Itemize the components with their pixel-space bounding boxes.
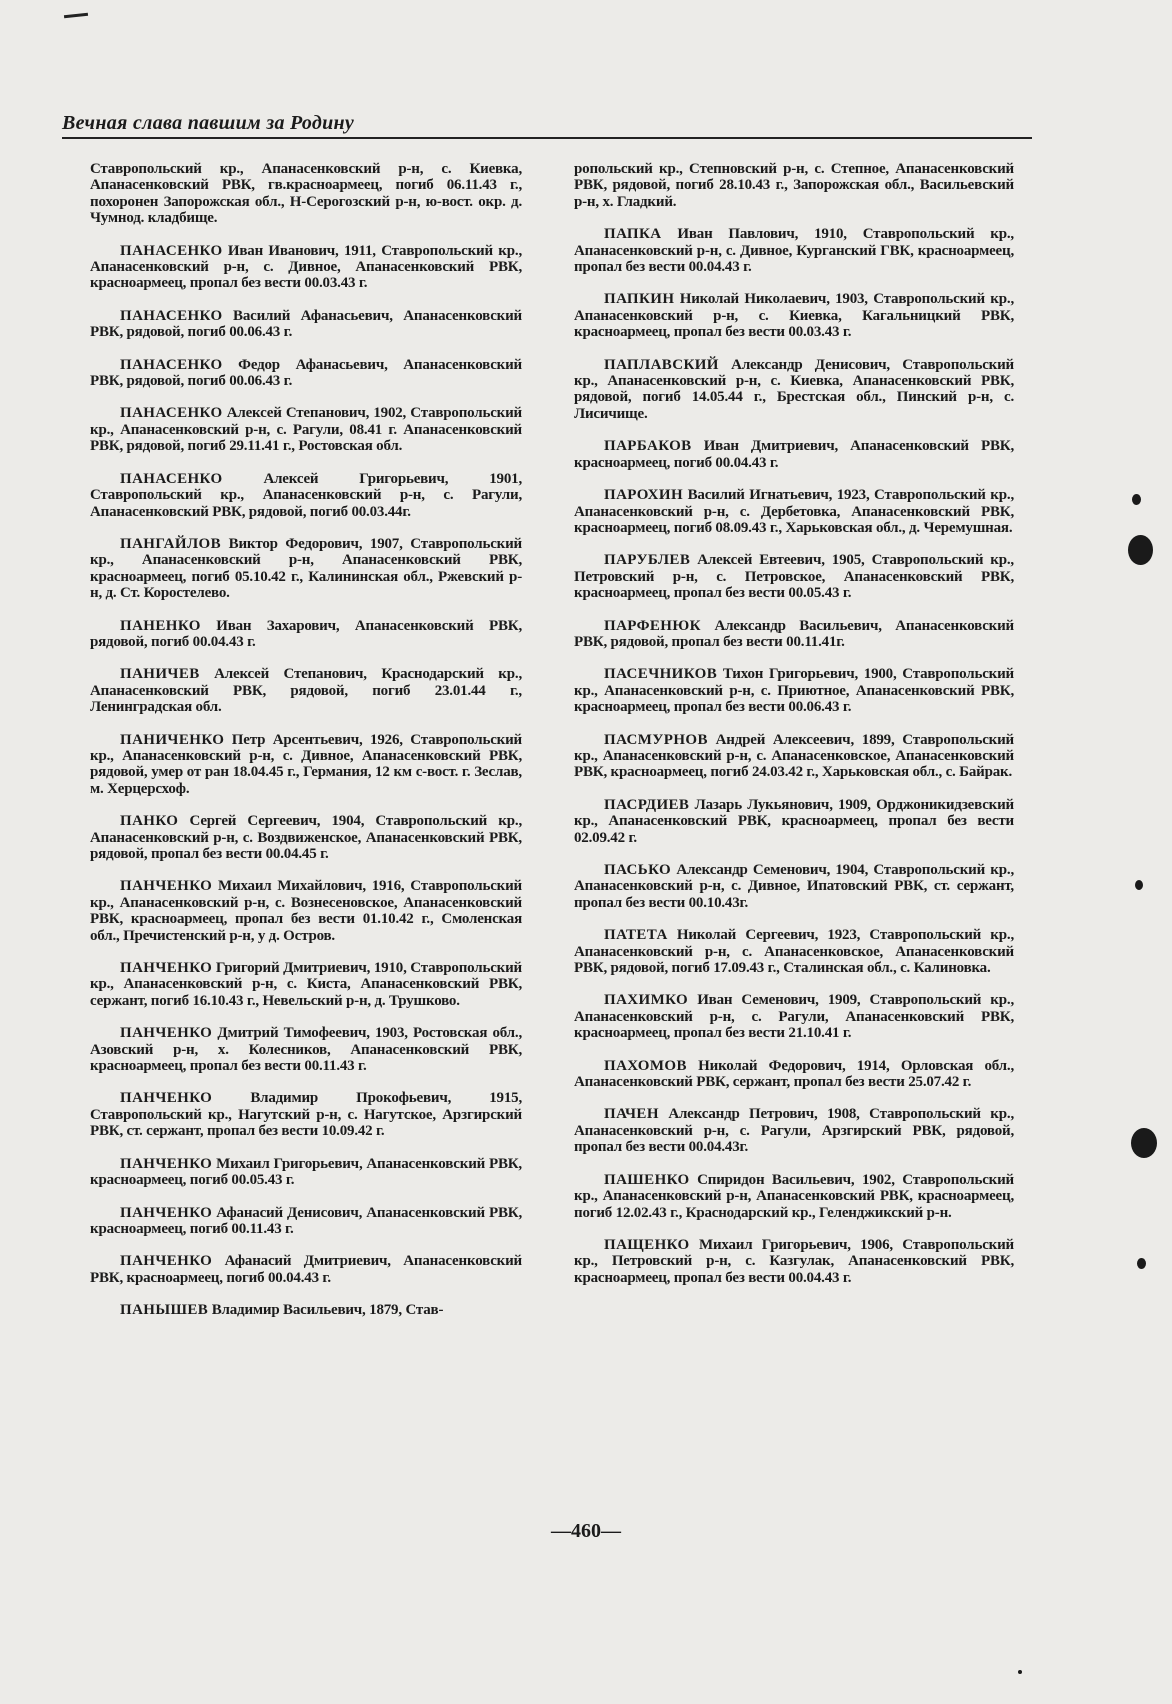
record-entry (574, 666, 1014, 715)
record-details: Владимир Васильевич, 1879, Став- (208, 1302, 444, 1319)
record-details: Иван Захарович, Апанасенковский РВК, рядовой, погиб 00.04.43 г. (90, 617, 522, 650)
record-details: Андрей Алексеевич, 1899, Ставропольский кр., Апанасенковский р-н, с. Апанасенковское, Апанасенковский РВК, красноармеец, погиб 24.03.42 г., Харьковская обл., с. Байрак. (574, 731, 1014, 781)
running-header (62, 112, 1032, 139)
record-details: Александр Петрович, 1908, Ставропольский кр., Апанасенковский р-н, с. Рагули, Арзгирский РВК, рядовой, пропал без вести 00.04.43г. (574, 1106, 1014, 1156)
record-entry (574, 1172, 1014, 1221)
record-details: Федор Афанасьевич, Апанасенковский РВК, рядовой, погиб 00.06.43 г. (90, 356, 522, 390)
record-details: Ставропольский кр., Апанасенковский р-н, с. Киевка, Апанасенковский РВК, гв.красноармеец, погиб 06.11.43 г., похоронен Запорожская обл., Н-Серогозский р-н, ю-вост. окр. д. Чумнод. кладбище. (90, 161, 522, 227)
record-entry (90, 536, 522, 602)
record-surname: ПАНЧЕНКО (120, 960, 213, 977)
record-surname: ПАНЧЕНКО (120, 1204, 213, 1221)
record-surname: ПАНАСЕНКО (120, 356, 223, 373)
record-details: Афанасий Денисович, Апанасенковский РВК, красноармеец, погиб 00.11.43 г. (90, 1204, 522, 1237)
record-details: Григорий Дмитриевич, 1910, Ставропольский кр., Апанасенковский р-н, с. Киста, Апанасенковский РВК, сержант, погиб 16.10.43 г., Невельский р-н, д. Трушково. (90, 960, 522, 1009)
record-details: Спиридон Васильевич, 1902, Ставропольский кр., Апанасенковский р-н, Апанасенковский РВК, красноармеец, погиб 12.02.43 г., Краснодарский кр., Геленджикский р-н. (574, 1171, 1014, 1221)
record-surname: ПАСЕЧНИКОВ (604, 666, 718, 683)
record-details: Александр Семенович, 1904, Ставропольский кр., Апанасенковский р-н, с. Дивное, Ипатовский РВК, ст. сержант, пропал без вести 00.10.43г. (574, 862, 1014, 911)
record-details: Иван Павлович, 1910, Ставропольский кр., Апанасенковский р-н, с. Дивное, Курганский ГВК, красноармеец, пропал без вести 00.04.43 г. (574, 226, 1014, 276)
record-entry (90, 1302, 522, 1318)
record-surname: ПАТЕТА (604, 927, 668, 944)
record-surname: ПАЩЕНКО (604, 1236, 690, 1253)
record-details: Михаил Григорьевич, 1906, Ставропольский кр., Петровский р-н, с. Казгулак, Апанасенковский РВК, красноармеец, пропал без вести 00.04.43 г. (574, 1236, 1014, 1286)
record-entry (574, 797, 1014, 846)
record-details: Лазарь Лукьянович, 1909, Орджоникидзевский кр., Апанасенковский РВК, красноармеец, пропал без вести 02.09.42 г. (574, 796, 1014, 846)
record-surname: ПАСЬКО (604, 862, 672, 878)
scan-mark (64, 13, 88, 18)
record-details: Александр Денисович, Ставропольский кр., Апанасенковский р-н, с. Киевка, Апанасенковский РВК, рядовой, погиб 14.05.44 г., Брестская обл., Пинский р-н, с. Лисичище. (574, 356, 1014, 422)
punch-hole (1135, 880, 1143, 890)
record-surname: ПАНЧЕНКО (120, 1253, 213, 1270)
record-entry (90, 471, 522, 520)
record-details: Иван Дмитриевич, Апанасенковский РВК, красноармеец, погиб 00.04.43 г. (574, 438, 1014, 471)
record-details: Иван Семенович, 1909, Ставропольский кр., Апанасенковский р-н, с. Рагули, Апанасенковский РВК, красноармеец, пропал без вести 21.10.41 г. (574, 992, 1014, 1042)
record-entry (574, 992, 1014, 1041)
record-entry (574, 438, 1014, 471)
record-entry (574, 927, 1014, 976)
punch-hole (1132, 494, 1141, 505)
record-surname: ПАРУБЛЕВ (604, 552, 691, 569)
punch-hole (1131, 1128, 1157, 1158)
record-details: Алексей Степанович, Краснодарский кр., Апанасенковский РВК, рядовой, погиб 23.01.44 г., Ленинградская обл. (90, 666, 522, 716)
record-entry (574, 487, 1014, 536)
record-entry (90, 666, 522, 715)
record-entry (574, 226, 1014, 275)
record-details: Петр Арсентьевич, 1926, Ставропольский кр., Апанасенковский р-н, с. Дивное, Апанасенковский РВК, рядовой, умер от ран 18.04.45 г., Германия, 12 км с-вост. г. Зеслав, м. Херцерсхоф. (90, 731, 522, 797)
record-entry (90, 1025, 522, 1074)
record-entry (574, 552, 1014, 601)
record-details: Михаил Михайлович, 1916, Ставропольский кр., Апанасенковский р-н, с. Вознесеновское, Апанасенковский РВК, красноармеец, пропал без вести 01.10.42 г., Смоленская обл., Пречистенский р-н, у д. Остров. (90, 878, 522, 944)
record-details: Владимир Прокофьевич, 1915, Ставропольский кр., Нагутский р-н, с. Нагутское, Арзгирский РВК, ст. сержант, пропал без вести 10.09.42 г. (90, 1090, 522, 1140)
record-entry (90, 878, 522, 944)
record-details: Сергей Сергеевич, 1904, Ставропольский кр., Апанасенковский р-н, с. Воздвиженское, Апанасенковский РВК, рядовой, пропал без вести 00.04.45 г. (90, 813, 522, 862)
record-entry (574, 862, 1014, 911)
header-title: Вечная слава павшим за Родину (62, 112, 355, 134)
record-details: Иван Иванович, 1911, Ставропольский кр., Апанасенковский р-н, с. Дивное, Апанасенковский РВК, красноармеец, пропал без вести 00.03.43 г. (90, 242, 522, 292)
record-surname: ПАПЛАВСКИЙ (604, 356, 719, 373)
record-details: Николай Сергеевич, 1923, Ставропольский кр., Апанасенковский р-н, с. Апанасенковское, Апанасенковский РВК, рядовой, погиб 17.09.43 г., Сталинская обл., с. Калиновка. (574, 927, 1014, 977)
record-surname: ПАНЧЕНКО (120, 878, 213, 895)
record-entry (90, 960, 522, 1009)
record-entry (574, 732, 1014, 781)
record-surname: ПАНГАЙЛОВ (120, 535, 222, 552)
record-surname: ПАНАСЕНКО (120, 307, 223, 324)
record-details: Алексей Евтеевич, 1905, Ставропольский кр., Петровский р-н, с. Петровское, Апанасенковский РВК, красноармеец, пропал без вести 00.05.43 г. (574, 552, 1014, 602)
record-surname: ПАЧЕН (604, 1106, 659, 1123)
record-entry (90, 732, 522, 798)
record-surname: ПАСРДИЕВ (604, 796, 690, 813)
record-surname: ПАРФЕНЮК (604, 617, 701, 634)
record-surname: ПАНЕНКО (120, 617, 201, 634)
record-entry (574, 1106, 1014, 1155)
record-entry (90, 813, 522, 862)
record-entry (90, 618, 522, 651)
record-entry (90, 243, 522, 292)
record-entry (90, 1156, 522, 1189)
punch-hole (1128, 535, 1153, 565)
record-entry (90, 1205, 522, 1238)
record-details: Василий Афанасьевич, Апанасенковский РВК, рядовой, погиб 00.06.43 г. (90, 307, 522, 341)
record-entry (90, 1090, 522, 1139)
record-entry (574, 1058, 1014, 1091)
right-column (574, 161, 1014, 1302)
record-details: ропольский кр., Степновский р-н, с. Степное, Апанасенковский РВК, рядовой, погиб 28.10.43 г., Запорожская обл., Васильевский р-н, х. Гладкий. (574, 161, 1014, 210)
record-surname: ПАШЕНКО (604, 1171, 690, 1188)
record-details: Николай Федорович, 1914, Орловская обл., Апанасенковский РВК, сержант, пропал без вести 25.07.42 г. (574, 1057, 1014, 1091)
punch-hole (1018, 1670, 1022, 1674)
record-details: Дмитрий Тимофеевич, 1903, Ростовская обл., Азовский р-н, х. Колесников, Апанасенковский РВК, красноармеец, пропал без вести 00.11.43 г. (90, 1025, 522, 1075)
record-details: Николай Николаевич, 1903, Ставропольский кр., Апанасенковский р-н, с. Киевка, Кагальницкий РВК, красноармеец, пропал без вести 00.03.43 г. (574, 291, 1014, 341)
record-details: Василий Игнатьевич, 1923, Ставропольский кр., Апанасенковский р-н, с. Дербетовка, Апанасенковский РВК, красноармеец, погиб 08.09.43 г., Харьковская обл., д. Черемушная. (574, 487, 1014, 536)
record-entry (574, 291, 1014, 340)
record-surname: ПАПКА (604, 226, 662, 243)
record-surname: ПАНЧЕНКО (120, 1025, 213, 1042)
record-entry (574, 357, 1014, 423)
record-details: Александр Васильевич, Апанасенковский РВК, рядовой, пропал без вести 00.11.41г. (574, 617, 1014, 650)
record-details: Тихон Григорьевич, 1900, Ставропольский кр., Апанасенковский р-н, с. Приютное, Апанасенковский РВК, красноармеец, пропал без вести 00.06.43 г. (574, 666, 1014, 716)
record-surname: ПАСМУРНОВ (604, 731, 708, 748)
record-details: Афанасий Дмитриевич, Апанасенковский РВК, красноармеец, погиб 00.04.43 г. (90, 1253, 522, 1286)
page-number: —460— (551, 1520, 621, 1542)
record-entry (90, 308, 522, 341)
left-column (90, 161, 522, 1335)
record-details: Алексей Григорьевич, 1901, Ставропольский кр., Апанасенковский р-н, с. Рагули, Апанасенковский РВК, рядовой, погиб 00.03.44г. (90, 470, 522, 520)
record-details: Виктор Федорович, 1907, Ставропольский кр., Апанасенковский р-н, Апанасенковский РВК, красноармеец, погиб 05.10.42 г., Калининская обл., Ржевский р-н, д. Ст. Коростелево. (90, 535, 522, 602)
record-entry (574, 161, 1014, 210)
record-entry (90, 1253, 522, 1286)
record-surname: ПАРОХИН (604, 487, 684, 504)
record-surname: ПАНАСЕНКО (120, 405, 223, 422)
record-entry (90, 161, 522, 227)
record-surname: ПАНЫШЕВ (120, 1302, 209, 1319)
record-surname: ПАНЧЕНКО (120, 1155, 213, 1172)
record-details: Алексей Степанович, 1902, Ставропольский кр., Апанасенковский р-н, с. Рагули, 08.41 г. Апанасенковский РВК, рядовой, погиб 29.11.41 г., Ростовская обл. (90, 405, 522, 455)
record-surname: ПАНИЧЕНКО (120, 731, 225, 748)
record-surname: ПАНАСЕНКО (120, 470, 223, 487)
record-entry (90, 405, 522, 454)
record-surname: ПАНАСЕНКО (120, 242, 223, 259)
record-surname: ПАНКО (120, 813, 179, 830)
record-entry (90, 357, 522, 390)
record-entry (574, 1237, 1014, 1286)
record-entry (574, 618, 1014, 651)
record-surname: ПАНЧЕНКО (120, 1090, 213, 1107)
record-surname: ПАНИЧЕВ (120, 666, 200, 683)
record-surname: ПАХОМОВ (604, 1057, 687, 1074)
punch-hole (1137, 1258, 1146, 1269)
record-surname: ПАПКИН (604, 291, 675, 308)
record-surname: ПАРБАКОВ (604, 438, 692, 455)
record-surname: ПАХИМКО (604, 992, 689, 1009)
record-details: Михаил Григорьевич, Апанасенковский РВК, красноармеец, погиб 00.05.43 г. (90, 1155, 522, 1189)
